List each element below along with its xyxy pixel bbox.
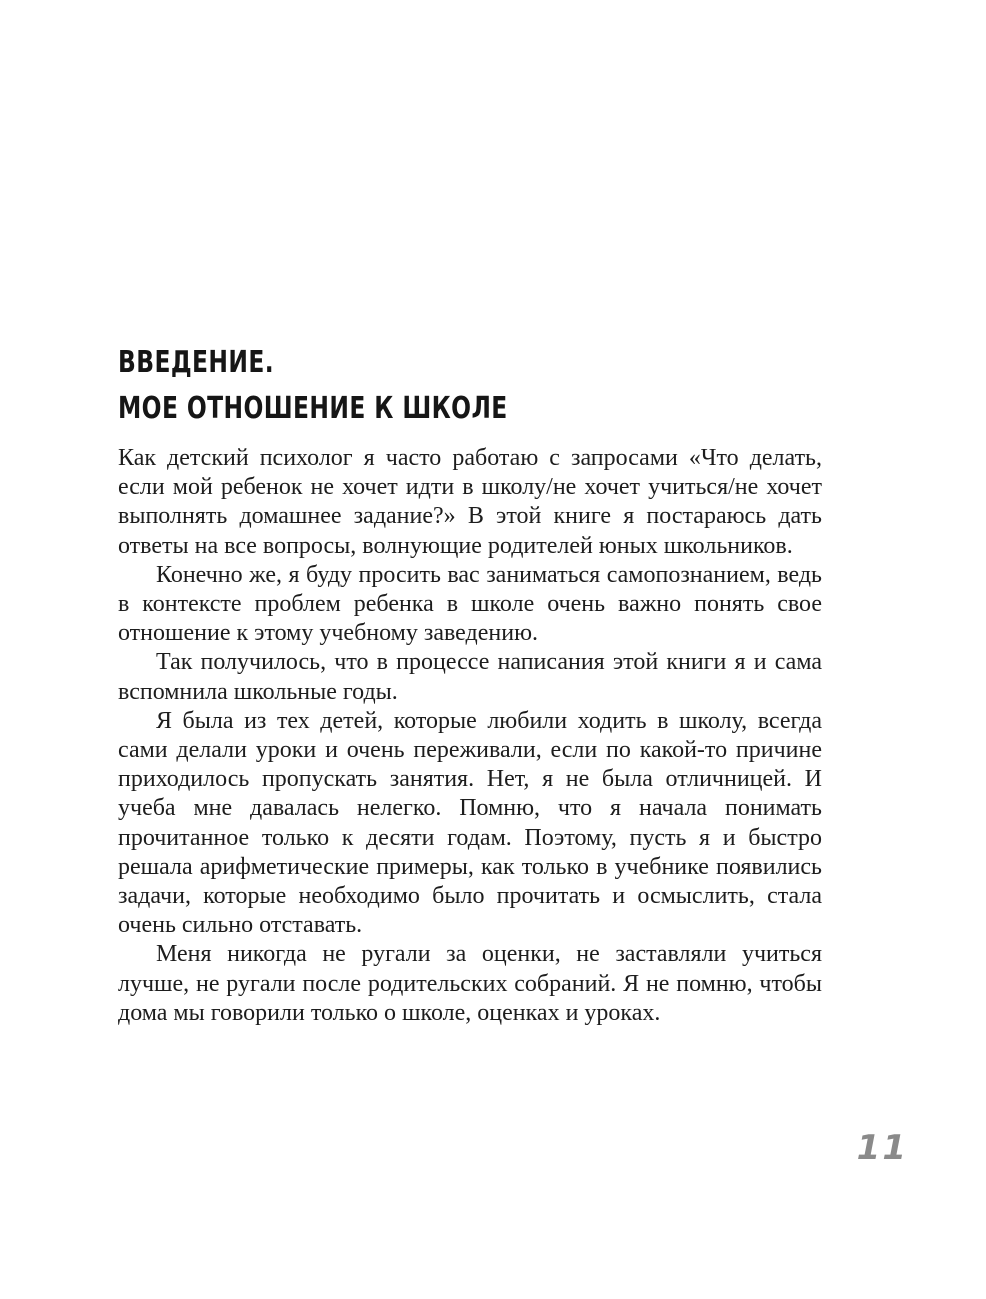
- chapter-title-line-2: МОЕ ОТНОШЕНИЕ К ШКОЛЕ: [118, 391, 508, 426]
- paragraph-5: Меня никогда не ругали за оценки, не заставляли учиться лучше, не ругали после родительских собраний. Я не помню, чтобы дома мы говорили только о школе, оценках и уроках.: [118, 941, 822, 1026]
- paragraph-4: Я была из тех детей, которые любили ходить в школу, всегда сами делали уроки и очень переживали, если по какой-то причине приходилось пропускать занятия. Нет, я не была отличницей. И учеба мне давалась нелегко. Помню, что я начала понимать прочитанное только к десяти годам. Поэтому, пусть я и быстро решала арифметические примеры, как только в учебнике появились задачи, которые необходимо было прочитать и осмыслить, стала очень сильно отставать.: [118, 707, 822, 939]
- paragraph-2: Конечно же, я буду просить вас заниматься самопознанием, ведь в контексте проблем ребенка в школе очень важно понять свое отношение к этому учебному заведению.: [118, 561, 822, 647]
- body-text: [118, 444, 822, 1028]
- paragraph-1: Как детский психолог я часто работаю с запросами «Что делать, если мой ребенок не хочет идти в школу/не хочет учиться/не хочет выполнять домашнее задание?» В этой книге я постараюсь дать ответы на все вопросы, волнующие родителей юных школьников.: [118, 445, 822, 559]
- chapter-title-line-1: ВВЕДЕНИЕ.: [118, 345, 275, 380]
- paragraph-3: Так получилось, что в процессе написания этой книги я и сама вспомнила школьные годы.: [118, 649, 822, 705]
- chapter-title: [118, 340, 680, 432]
- page-number: 11: [856, 1128, 908, 1168]
